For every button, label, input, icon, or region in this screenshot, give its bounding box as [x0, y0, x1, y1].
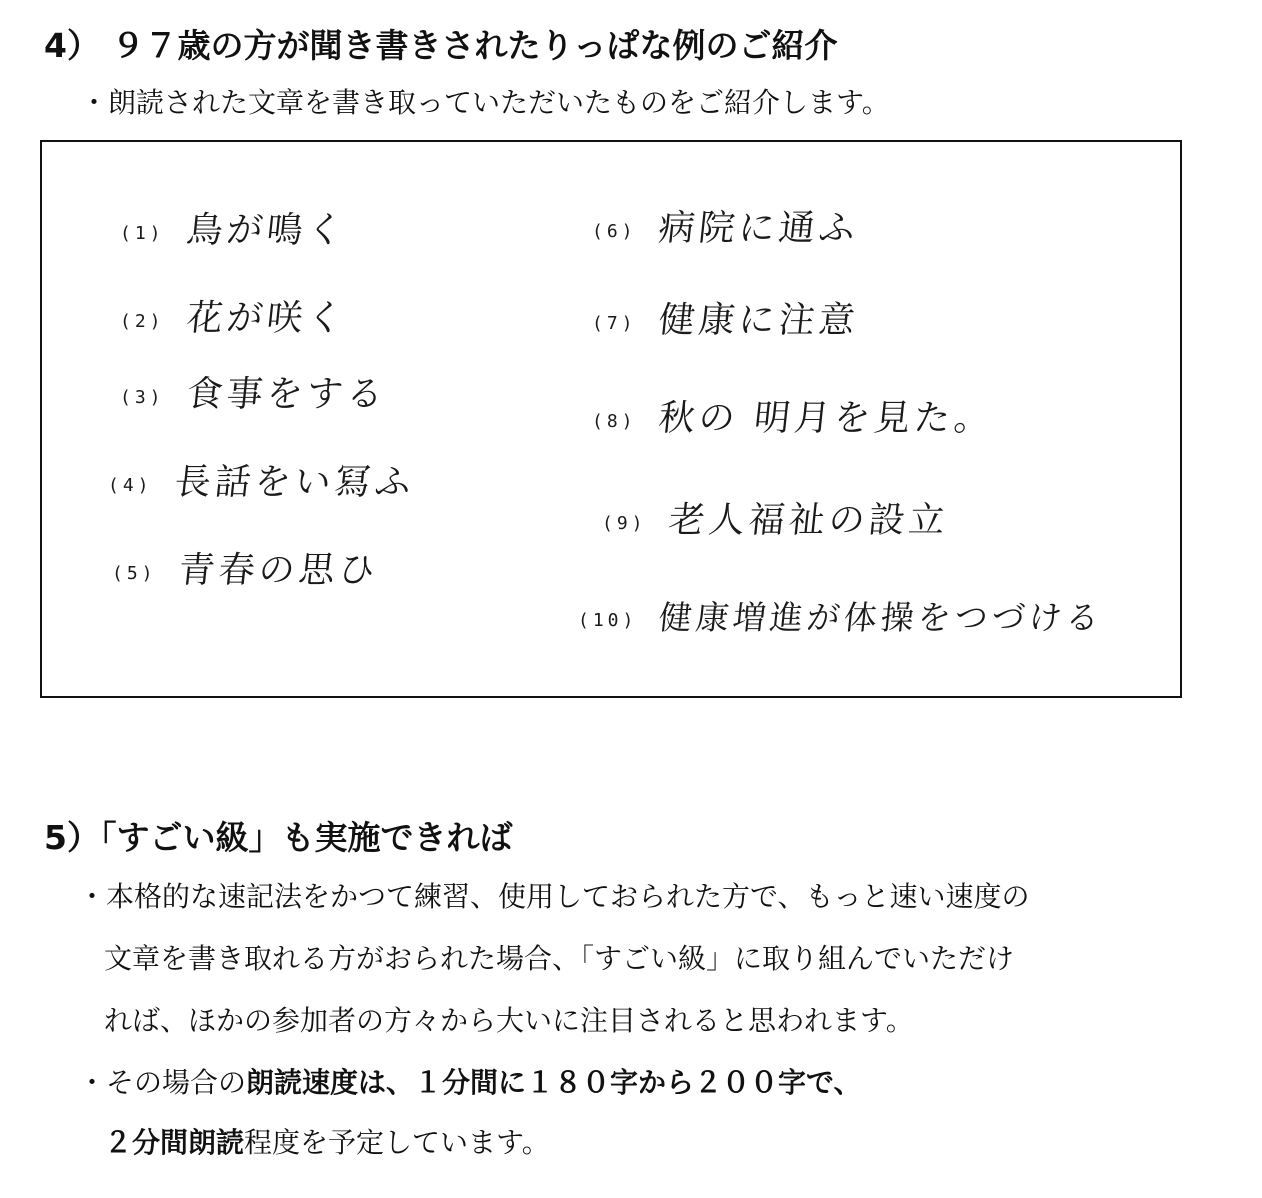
paragraph-line — [78, 1126, 550, 1160]
handwritten-item — [120, 290, 347, 341]
section-5-heading: 5）「すごい級」も実施できれば — [44, 818, 513, 857]
paragraph-line: れば、ほかの参加者の方々から大いに注目されると思われます。 — [104, 1004, 914, 1037]
text-segment: 程度を予定しています。 — [244, 1126, 550, 1159]
handwriting-sample-box — [40, 140, 1182, 698]
item-text: 花が咲く — [184, 298, 349, 339]
item-number: (5) — [112, 562, 157, 584]
item-text: 鳥が鳴く — [184, 210, 349, 251]
item-text: 秋の 明月を見た。 — [656, 398, 996, 439]
paragraph-line: 文章を書き取れる方がおられた場合、「すごい級」に取り組んでいただけ — [104, 942, 1015, 975]
handwritten-item — [592, 390, 994, 441]
item-text: 健康に注意 — [656, 300, 861, 341]
item-number: (8) — [592, 410, 637, 432]
item-text: 青春の思ひ — [176, 550, 381, 591]
item-text: 老人福祉の設立 — [666, 500, 951, 541]
handwritten-item — [108, 454, 415, 505]
handwritten-item — [120, 366, 387, 417]
handwritten-item — [602, 492, 949, 543]
handwritten-item — [592, 200, 859, 251]
handwritten-item — [592, 292, 859, 343]
paragraph-line: ・本格的な速記法をかつて練習、使用しておられた方で、もっと速い速度の — [78, 880, 1030, 913]
item-number: (3) — [120, 386, 165, 408]
handwritten-item — [112, 542, 379, 593]
paragraph-line — [78, 1066, 861, 1100]
item-number: (1) — [120, 222, 165, 244]
section-4-heading: 4） ９７歳の方が聞き書きされたりっぱな例のご紹介 — [44, 26, 838, 65]
item-number: (10) — [578, 609, 638, 631]
item-text: 食事をする — [184, 374, 389, 415]
item-number: (4) — [108, 474, 153, 496]
item-text: 健康増進が体操をつづける — [657, 598, 1106, 637]
bold-text-segment: ２分間朗読 — [104, 1126, 245, 1159]
item-text: 病院に通ふ — [656, 208, 861, 249]
bold-text-segment: 朗読速度は、１分間に１８０字から２００字で、 — [246, 1066, 862, 1099]
section-4-intro: ・朗読された文章を書き取っていただいたものをご紹介します。 — [80, 86, 890, 119]
item-text: 長話をい冩ふ — [172, 462, 417, 503]
text-segment: ・その場合の — [78, 1066, 247, 1099]
handwritten-item — [120, 202, 347, 253]
item-number: (6) — [592, 220, 637, 242]
item-number: (7) — [592, 312, 637, 334]
handwritten-item — [578, 592, 1106, 639]
item-number: (9) — [602, 512, 647, 534]
item-number: (2) — [120, 310, 165, 332]
